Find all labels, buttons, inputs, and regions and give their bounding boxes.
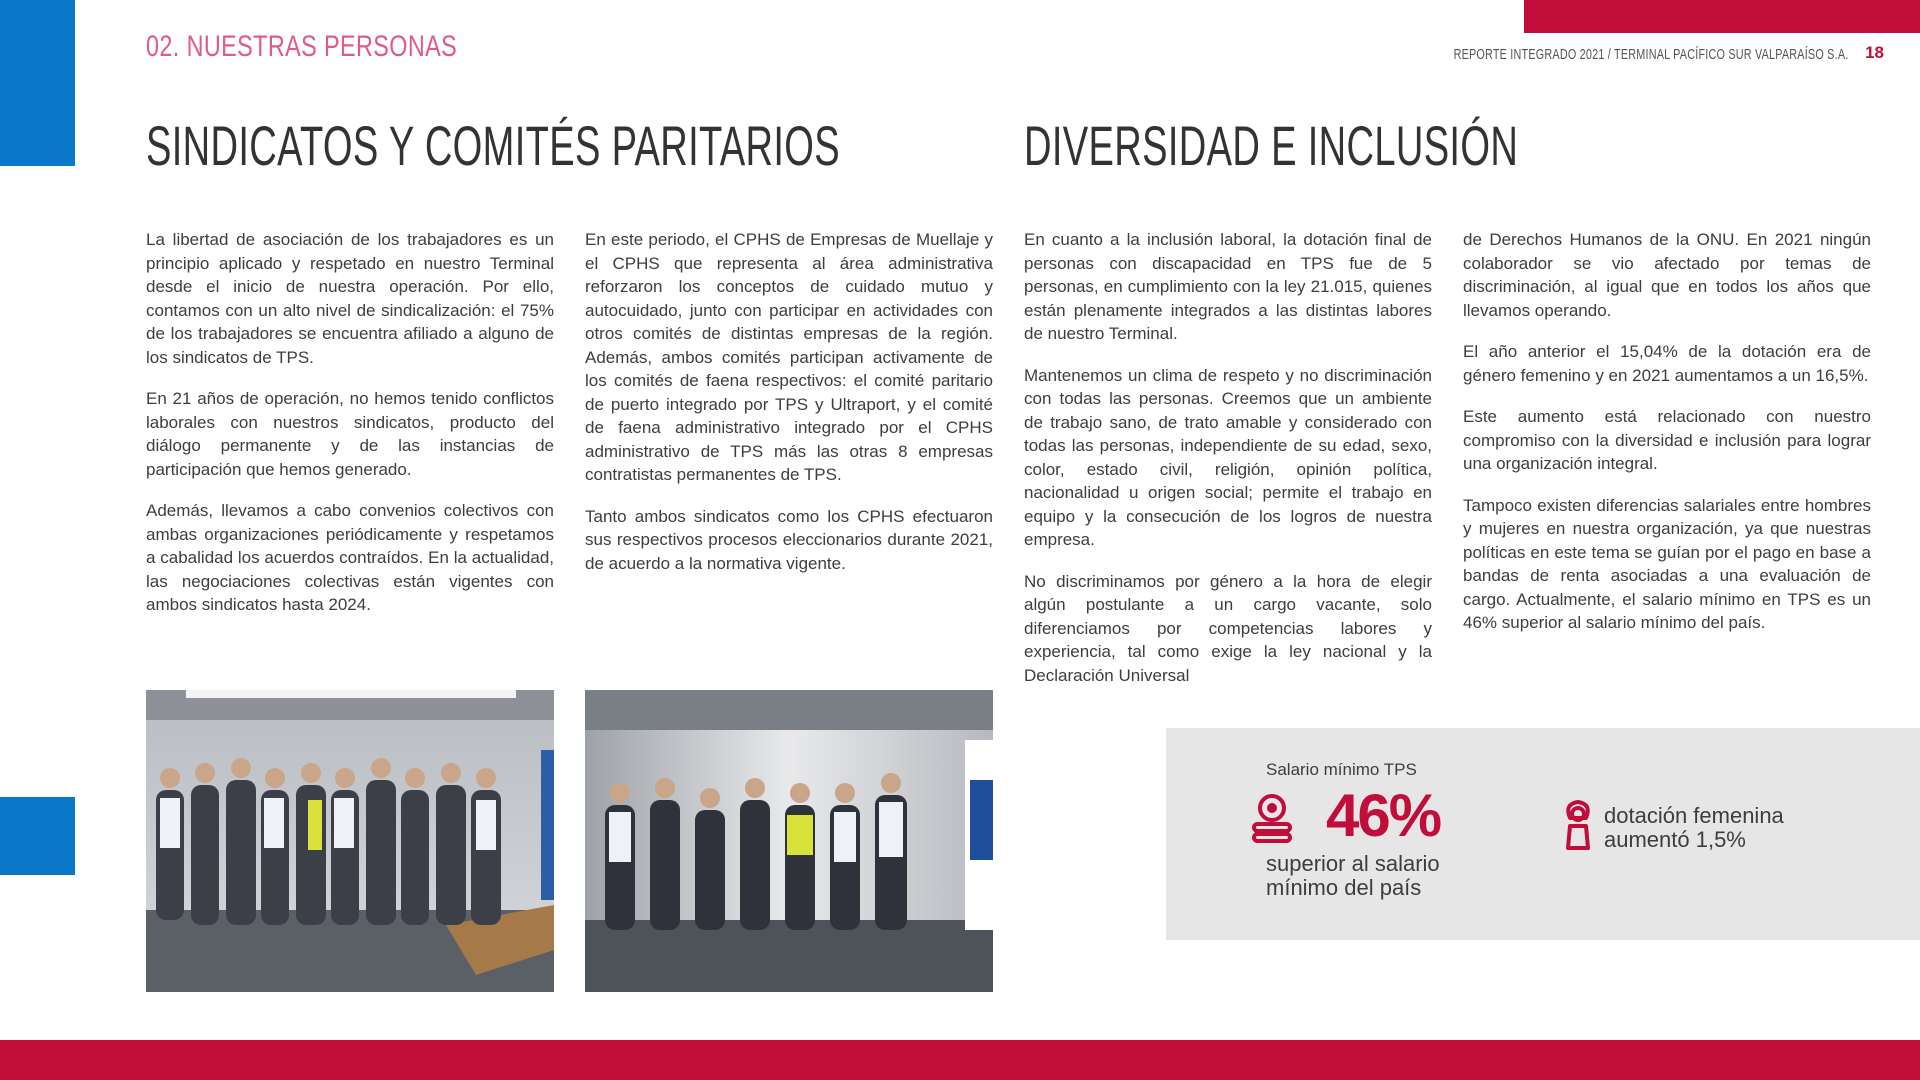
- report-title: REPORTE INTEGRADO 2021 / TERMINAL PACÍFICO SUR VALPARAÍSO S.A.: [1453, 46, 1848, 63]
- paragraph: El año anterior el 15,04% de la dotación era de género femenino y en 2021 aumentamos a un 16,5%.: [1463, 342, 1871, 385]
- text-column-3: [1024, 228, 1432, 705]
- heading-diversidad: DIVERSIDAD E INCLUSIÓN: [1024, 114, 1519, 177]
- paragraph: Tanto ambos sindicatos como los CPHS efectuaron sus respectivos procesos eleccionarios durante 2021, de acuerdo a la normativa vigente.: [585, 506, 993, 573]
- paragraph: de Derechos Humanos de la ONU. En 2021 ningún colaborador se vio afectado por temas de discriminación, al igual que en todos los años que llevamos operando.: [1463, 230, 1871, 320]
- coins-icon: [1250, 792, 1294, 848]
- salary-stat-value: 46%: [1326, 782, 1441, 849]
- paragraph: La libertad de asociación de los trabajadores es un principio aplicado y respetado en nuestro Terminal desde el inicio de nuestra operación. Por ello, contamos con un alto nivel de sindicalización: el 75% de los trabajadores se encuentra afiliado a alguno de los sindicatos de TPS.: [146, 230, 554, 367]
- team-photo-sindicatos: [146, 690, 554, 992]
- footer-red-bar: [0, 1040, 1920, 1080]
- paragraph: No discriminamos por género a la hora de elegir algún postulante a un cargo vacante, solo diferenciamos por competencias labores y experiencia, tal como exige la ley nacional y la Declaración Universal: [1024, 571, 1432, 685]
- woman-icon: [1560, 798, 1596, 852]
- paragraph: En este periodo, el CPHS de Empresas de Muellaje y el CPHS que representa al área administrativa reforzaron los conceptos de cuidado mutuo y autocuidado, junto con participar en actividades con otros comités de distintas empresas de la región. Además, ambos comités participan activamente de los comités de faena respectivos: el comité paritario de puerto integrado por TPS y Ultraport, y el comité de faena administrativo integrado por el CPHS administrativo de TPS más las otras 8 empresas contratistas permanentes de TPS.: [585, 230, 993, 484]
- female-stat-line-2: aumentó 1,5%: [1604, 827, 1746, 852]
- salary-stat-label: Salario mínimo TPS: [1266, 760, 1417, 779]
- paragraph: En cuanto a la inclusión laboral, la dotación final de personas con discapacidad en TPS fue de 5 personas, en cumplimiento con la ley 21.015, quienes están plenamente integrados a las distintas labores de nuestro Terminal.: [1024, 230, 1432, 343]
- top-right-red-bar: [1524, 0, 1920, 33]
- salary-stat-sub-2: mínimo del país: [1266, 875, 1422, 900]
- paragraph: En 21 años de operación, no hemos tenido conflictos laborales con nuestros sindicatos, producto del diálogo permanente y de las instancias de participación que hemos generado.: [146, 389, 554, 479]
- team-photo-comites: [585, 690, 993, 992]
- text-column-4: [1463, 228, 1871, 653]
- stats-panel: [1166, 728, 1920, 940]
- paragraph: Mantenemos un clima de respeto y no discriminación con todas las personas. Creemos que un ambiente de trabajo sano, de trato amable y considerado con todas las personas, independiente de su edad, sexo, color, estado civil, religión, opinión política, nacionalidad u origen social; permite el trabajo en equipo y la consecución de los logros de nuestra empresa.: [1024, 365, 1432, 549]
- paragraph: Tampoco existen diferencias salariales entre hombres y mujeres en nuestra organización, ya que nuestras políticas en este tema se guían por el pago en base a bandas de renta asociadas a una evaluación de cargo. Actualmente, el salario mínimo en TPS es un 46% superior al salario mínimo del país.: [1463, 495, 1871, 632]
- paragraph: Este aumento está relacionado con nuestro compromiso con la diversidad e inclusión para lograr una organización integral.: [1463, 407, 1871, 473]
- female-stat-line-1: dotación femenina: [1604, 803, 1784, 828]
- salary-stat-sub-1: superior al salario: [1266, 851, 1440, 876]
- section-label: 02. NUESTRAS PERSONAS: [146, 30, 458, 63]
- heading-sindicatos: SINDICATOS Y COMITÉS PARITARIOS: [146, 114, 840, 177]
- text-column-2: [585, 228, 993, 593]
- paragraph: Además, llevamos a cabo convenios colectivos con ambas organizaciones periódicamente y respetamos a cabalidad los acuerdos contraídos. En la actualidad, las negociaciones colectivas están vigentes con ambos sindicatos hasta 2024.: [146, 501, 554, 614]
- page-number: 18: [1865, 43, 1884, 62]
- mid-left-blue-bar: [0, 797, 75, 875]
- top-left-blue-bar: [0, 0, 75, 166]
- text-column-1: [146, 228, 554, 635]
